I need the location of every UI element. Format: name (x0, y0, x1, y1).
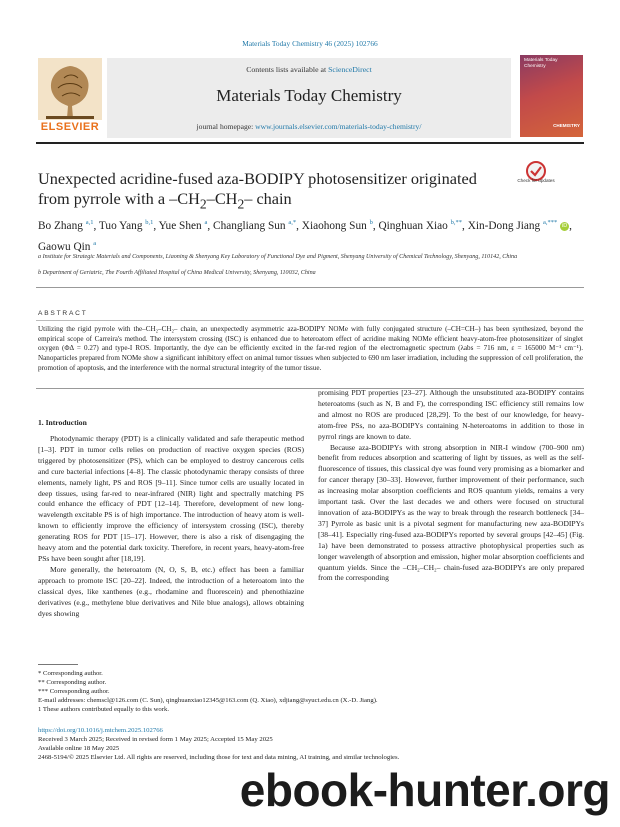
header-divider (36, 142, 584, 144)
footnote-divider (38, 664, 78, 665)
journal-reference[interactable]: Materials Today Chemistry 46 (2025) 102766 (242, 39, 378, 48)
contents-prefix: Contents lists available at (246, 65, 329, 74)
author[interactable]: Qinghuan Xiao $^{b,**}$ (378, 219, 463, 232)
cover-footer: CHEMISTRY (553, 123, 580, 128)
copyright-line: 2468-5194/© 2025 Elsevier Ltd. All rights are reserved, including those for text and data mining, AI training, and similar technologies. (38, 753, 400, 761)
elsevier-wordmark: ELSEVIER (40, 121, 100, 133)
author[interactable]: Changliang Sun $^{a,*}$ (213, 219, 297, 232)
body-column-left (38, 434, 304, 619)
abstract-top-divider (36, 287, 584, 288)
publication-info (38, 727, 578, 763)
contents-line (107, 65, 511, 74)
footnotes (38, 669, 578, 714)
title-part-2: –CH (206, 189, 238, 208)
abstract-heading: ABSTRACT (38, 310, 88, 317)
title-subscript-1: 2 (199, 196, 207, 212)
abstract-text: Utilizing the rigid pyrrole with the–CH₂–CH₂– chain, an unexpectedly asymmetric aza-BODIPY NOMe with fully conjugated structure (–CH=CH–) has been synthesized, beyond the empirical scope of Carreira's method. The intersystem crossing (ISC) is enhanced due to heteroatom effect of acridine making NOMe efficient heavy-atom-free photosensitizer of singlet oxygen (ΦΔ = 0.27) and type-I ROS. Importantly, the dye can be efficiently excited in the far-red region of the electromagnetic spectrum (λabs = 716 nm, ε = 165000 M⁻¹ cm⁻¹). Nanoparticles prepared from NOMe show a significant inhibitory effect on animal tumor tissues when subjected to 690 nm laser irradiation, including the suppression of cell proliferation, the promotion of apoptosis, and the interference with the normal structural integrity of the tumor tissue. (38, 325, 583, 372)
body-paragraph: Photodynamic therapy (PDT) is a clinically validated and safe therapeutic method [1–3]. PDT in tumor cells relies on production of reactive oxygen species (ROS) triggered by photosensitizer (PS), which can be employed to destroy cancerous cells and cure bacterial infections [4–8]. The classic photodynamic therapy consists of three elements, namely light, PS and ROS [9–11]. Since tumor cells are usually located in deep tissues, using far-red to near-infrared (NIR) light and spectrally matching PS could enhance the efficacy of PDT [12–14]. Therefore, development of new long-wavelength excitable PS is of high importance. The introduction of heavy atom is well-known to efficiently improve the efficiency of intersystem crossing (ISC), thereby generating ROS for PDT [15–17]. However, there is also a risk of disengaging the heavy atom and the potential dark toxicity. Therefore, in recent years, heavy-atom-free PSs have been sought after [18,19]. (38, 434, 304, 563)
orcid-icon[interactable]: iD (561, 222, 568, 229)
affiliation-b: b Department of Geriatric, The Fourth Affiliated Hospital of China Medical University, Shenyang, 110032, China (38, 270, 316, 276)
doi-link[interactable]: https://doi.org/10.1016/j.mtchem.2025.102766 (38, 727, 163, 734)
author[interactable]: Xin-Dong Jiang $^{a,***}$ (467, 219, 558, 232)
affiliation-a: a Institute for Strategic Materials and Components, Liaoning & Shenyang Key Laboratory of Functional Dye and Pigment, Shenyang University of Chemical Technology, Shenyang, 110142, China (38, 254, 518, 260)
author-list: Bo Zhang $^{a,1}$, Tuo Yang $^{b,1}$, Yue Shen $^a$, Changliang Sun $^{a,*}$, Xiaohong Sun $^b$, Qinghuan Xiao $^{b,**}$, Xin-Dong Jiang $^{a,***}$ iD , Gaowu Qin $^a$ (38, 219, 572, 253)
title-subscript-2: 2 (237, 196, 245, 212)
title-part-1: Unexpected acridine-fused aza-BODIPY photosensitizer originated from pyrrole with a –CH (38, 169, 477, 208)
footnote: ** Corresponding author. (38, 679, 107, 686)
author[interactable]: Tuo Yang $^{b,1}$ (98, 219, 154, 232)
author[interactable]: Gaowu Qin $^a$ (38, 239, 97, 253)
footnote: * Corresponding author. (38, 670, 103, 677)
article-title (38, 169, 498, 214)
body-paragraph: promising PDT properties [23–27]. Although the unsubstituted aza-BODIPY contains heteroatoms (such as N, B and F), the corresponding ISC efficiency still remains low and almost no ROS are produced [28,29]. To the best of our knowledge, for heavy-atom-free PSs, no aza-BODIPYs containing N-heteroatoms in addition to those in pyrrol rings are known to date. (318, 388, 584, 441)
body-paragraph: More generally, the heteroatom (N, O, S, B, etc.) effect has been a familiar approach to promote ISC [20–22]. Indeed, the introduction of a heteroatom into the classical dyes, like xanthenes (e.g., rhodamine and fluorescein) and phenothiazine derivatives (e.g., methylene blue derivatives and Nile blue analogs), allows obtaining dyes showing (38, 564, 304, 618)
available-online: Available online 18 May 2025 (38, 744, 120, 752)
body-paragraph: Because aza-BODIPYs with strong absorption in NIR-I window (700–900 nm) benefit from reduces absorption and scattering of light by tissues, as well as the self-fluorescence of tissues, this classical dye was found very promising as a biomarker and for cancer therapy [30–33]. However, further improvement of their performance, such as increasing molar absorption coefficients and ROS quantum yields, remains a very important task. Over the last decades we and others were focused on structural innovation of aza-BODIPYs as the way to break through the research bottleneck [34–37] Pyrrole as basic unit is a pivotal segment for manufacturing new aza-BODIPYs [38–41]. Especially ring-fused aza-BODIPYs reported by several groups [42–45] (Fig. 1a) have been demonstrated to possess attractive photophysical properties such as longer wavelength of absorption and emission, higher molar absorption coefficients and quantum yields. Since the –CH₂–CH₂– chain-fused aza-BODIPYs are only prepared from the corresponding (318, 442, 584, 583)
title-part-3: – chain (244, 189, 292, 208)
homepage-prefix: journal homepage: (196, 122, 256, 131)
watermark: ebook-hunter.org (239, 764, 610, 816)
journal-homepage-link[interactable]: www.journals.elsevier.com/materials-today-chemistry/ (255, 122, 422, 131)
section-heading-introduction: 1. Introduction (38, 418, 87, 427)
footnote: 1 These authors contributed equally to this work. (38, 706, 170, 713)
sciencedirect-link[interactable]: ScienceDirect (328, 65, 372, 74)
author[interactable]: Xiaohong Sun $^b$ (301, 219, 373, 232)
author[interactable]: Bo Zhang $^{a,1}$ (38, 219, 94, 232)
homepage-line (107, 122, 511, 131)
abstract-heading-divider (36, 320, 584, 321)
received-dates: Received 3 March 2025; Received in revised form 1 May 2025; Accepted 15 May 2025 (38, 735, 273, 743)
check-for-updates-label[interactable]: Check for updates (517, 178, 555, 183)
cover-title: Materials Today Chemistry (524, 58, 558, 69)
journal-title: Materials Today Chemistry (216, 86, 402, 105)
body-column-right (318, 388, 584, 584)
footnote: *** Corresponding author. (38, 688, 110, 695)
footnote-email[interactable]: E-mail addresses: chemscl@126.com (C. Sun), qinghuanxiao12345@163.com (Q. Xiao), xdjiang@syuct.edu.cn (X.-D. Jiang). (38, 697, 378, 704)
author[interactable]: Yue Shen $^a$ (158, 219, 208, 232)
